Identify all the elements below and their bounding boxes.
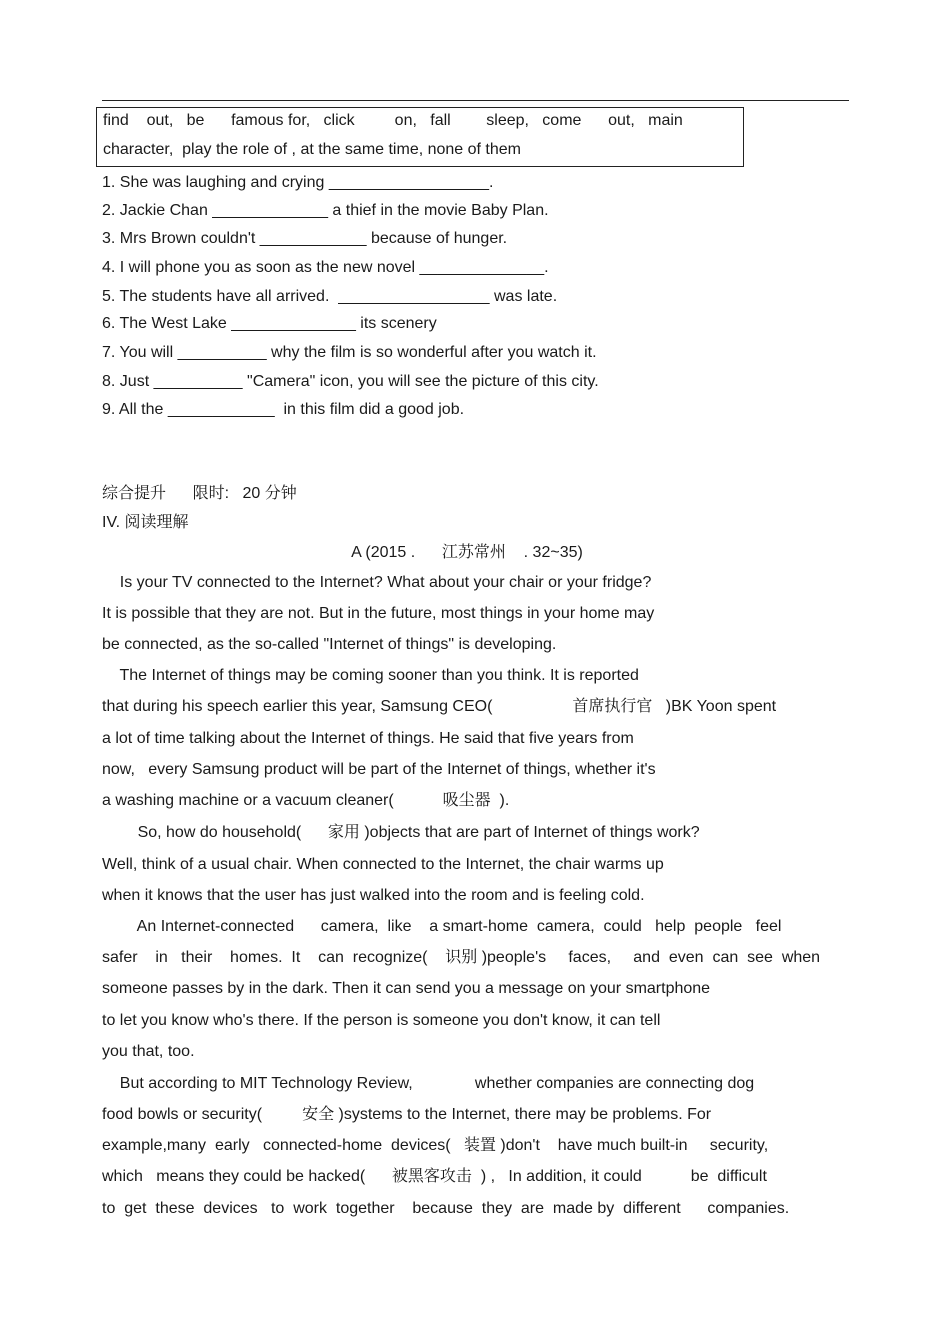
word-bank-line-1: find out, be famous for, click on, fall sleep, come out, main: [103, 112, 683, 129]
passage-line: you that, too.: [102, 1043, 195, 1060]
reading-title: IV. 阅读理解: [102, 514, 189, 531]
exercise-item: 7. You will __________ why the film is so wonderful after you watch it.: [102, 344, 597, 361]
passage-line: to get these devices to work together because they are made by different companies.: [102, 1200, 790, 1217]
exercise-item: 9. All the ____________ in this film did a good job.: [102, 401, 465, 418]
exercise-item: 3. Mrs Brown couldn't ____________ because of hunger.: [102, 230, 508, 247]
passage-line: to let you know who's there. If the person is someone you don't know, it can tell: [102, 1012, 661, 1029]
passage-line: which means they could be hacked( 被黑客攻击 ) , In addition, it could be difficult: [102, 1168, 767, 1185]
passage-line: now, every Samsung product will be part of the Internet of things, whether it's: [102, 761, 656, 778]
passage-title: A (2015 . 江苏常州 . 32~35): [351, 544, 583, 561]
exercise-item: 6. The West Lake ______________ its scenery: [102, 315, 437, 332]
passage-line: when it knows that the user has just walked into the room and is feeling cold.: [102, 887, 645, 904]
passage-line: Well, think of a usual chair. When connected to the Internet, the chair warms up: [102, 856, 664, 873]
passage-line: be connected, as the so-called "Internet of things" is developing.: [102, 636, 557, 653]
passage-line: safer in their homes. It can recognize( 识别 )people's faces, and even can see when: [102, 949, 821, 966]
word-bank-line-2: character, play the role of , at the same time, none of them: [103, 141, 521, 158]
exercise-item: 4. I will phone you as soon as the new novel ______________.: [102, 259, 549, 276]
passage-line: An Internet-connected camera, like a smart-home camera, could help people feel: [102, 918, 782, 935]
exercise-item: 5. The students have all arrived. _________________ was late.: [102, 288, 558, 305]
passage-line: that during his speech earlier this year, Samsung CEO( 首席执行官 )BK Yoon spent: [102, 698, 777, 715]
exercise-item: 2. Jackie Chan _____________ a thief in the movie Baby Plan.: [102, 202, 549, 219]
passage-line: Is your TV connected to the Internet? What about your chair or your fridge?: [102, 574, 652, 591]
passage-line: someone passes by in the dark. Then it can send you a message on your smartphone: [102, 980, 711, 997]
passage-line: example,many early connected-home devices( 装置 )don't have much built-in security,: [102, 1137, 769, 1154]
passage-line: The Internet of things may be coming sooner than you think. It is reported: [102, 667, 639, 684]
passage-line: a washing machine or a vacuum cleaner( 吸尘器 ).: [102, 792, 510, 809]
top-rule: [102, 100, 849, 101]
passage-line: So, how do household( 家用 )objects that are part of Internet of things work?: [102, 824, 700, 841]
word-bank-box: [96, 107, 744, 167]
passage-line: food bowls or security( 安全 )systems to the Internet, there may be problems. For: [102, 1106, 712, 1123]
section-header: 综合提升 限时: 20 分钟: [102, 485, 297, 502]
passage-line: It is possible that they are not. But in the future, most things in your home may: [102, 605, 655, 622]
passage-line: a lot of time talking about the Internet of things. He said that five years from: [102, 730, 634, 747]
exercise-item: 1. She was laughing and crying __________________.: [102, 174, 494, 191]
exercise-item: 8. Just __________ "Camera" icon, you will see the picture of this city.: [102, 373, 599, 390]
passage-line: But according to MIT Technology Review, whether companies are connecting dog: [102, 1075, 755, 1092]
